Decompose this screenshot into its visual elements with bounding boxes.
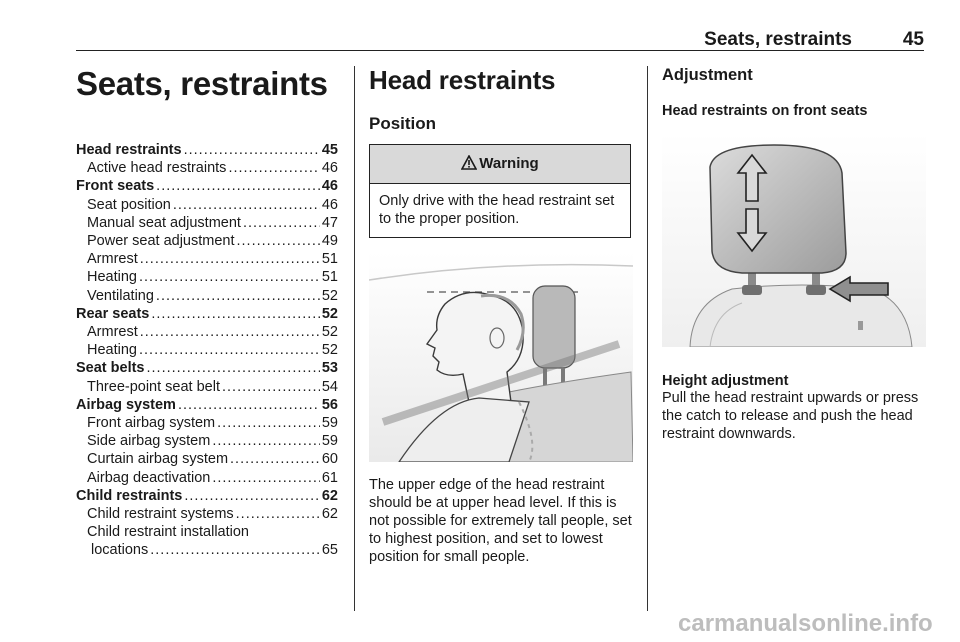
toc-entry-label: locations xyxy=(91,542,149,559)
warning-title: Warning xyxy=(479,155,539,172)
warning-triangle-icon xyxy=(461,155,477,170)
warning-header xyxy=(370,145,630,184)
toc-leader-dots xyxy=(184,487,320,505)
position-body-text: The upper edge of the head restraint should be at upper head level. If this is not possible for extremely tall people, set to highest position, and set to lowest position for small people. xyxy=(369,477,632,565)
toc-entry-label: Rear seats xyxy=(76,305,150,322)
toc-entry[interactable] xyxy=(76,268,338,286)
toc-leader-dots xyxy=(230,450,320,468)
toc-entry[interactable] xyxy=(76,177,338,195)
toc-leader-dots xyxy=(243,214,320,232)
toc-entry[interactable] xyxy=(76,450,338,468)
toc-entry[interactable] xyxy=(76,414,338,432)
toc-entry-label: Active head restraints xyxy=(87,160,227,177)
toc-entry-page: 51 xyxy=(321,251,338,268)
toc-leader-dots xyxy=(140,250,320,268)
toc-entry-page: 52 xyxy=(321,342,338,359)
toc-entry-page: 59 xyxy=(321,433,338,450)
toc-leader-dots xyxy=(237,232,320,250)
toc-entry-label: Heating xyxy=(87,342,137,359)
toc-entry-page: 52 xyxy=(321,324,338,341)
warning-box xyxy=(369,144,631,238)
toc-entry-label: Airbag system xyxy=(76,396,176,413)
head-restraint-adjustment-illustration xyxy=(662,133,926,347)
toc-entry-label: Head restraints xyxy=(76,142,182,158)
toc-entry-label: Manual seat adjustment xyxy=(87,214,241,231)
toc-entry-label: Seat belts xyxy=(76,360,145,377)
section-title: Head restraints xyxy=(369,65,556,95)
adjustment-title: Adjustment xyxy=(662,66,753,84)
toc-entry-page: 61 xyxy=(321,469,338,486)
toc-leader-dots xyxy=(212,469,320,487)
toc-entry-page: 45 xyxy=(321,142,338,158)
height-adjustment-title: Height adjustment xyxy=(662,373,789,389)
toc-entry-label: Curtain airbag system xyxy=(87,451,229,468)
toc-entry-page: 51 xyxy=(321,269,338,286)
toc-leader-dots xyxy=(156,177,320,195)
toc-entry-label: Three-point seat belt xyxy=(87,378,220,395)
toc-entry[interactable] xyxy=(76,341,338,359)
toc-entry-page: 62 xyxy=(321,506,338,523)
column-divider-left xyxy=(354,66,355,611)
toc-entry-page: 47 xyxy=(321,214,338,231)
toc-entry[interactable] xyxy=(76,541,338,559)
chapter-title: Seats, restraints xyxy=(76,65,328,102)
toc-entry[interactable] xyxy=(76,196,338,214)
toc-entry-label: Front airbag system xyxy=(87,415,216,432)
section-subtitle: Position xyxy=(369,114,437,133)
toc-leader-dots xyxy=(150,541,320,559)
toc-entry[interactable] xyxy=(76,141,338,159)
page-number: 45 xyxy=(902,29,924,50)
toc-entry[interactable] xyxy=(76,159,338,177)
toc-entry-label: Power seat adjustment xyxy=(87,233,235,250)
toc-entry-page: 65 xyxy=(321,542,338,559)
header-section: Seats, restraints xyxy=(704,29,852,50)
toc-entry-label: Child restraint installation xyxy=(87,524,249,541)
toc-entry[interactable] xyxy=(76,323,338,341)
toc-leader-dots xyxy=(228,159,319,177)
toc-entry-label: Armrest xyxy=(87,324,138,341)
toc-entry-page: 46 xyxy=(321,178,338,195)
toc-entry-label: Side airbag system xyxy=(87,433,211,450)
toc-leader-dots xyxy=(184,141,320,159)
toc-entry[interactable] xyxy=(76,523,338,541)
toc-entry-label: Airbag deactivation xyxy=(87,469,211,486)
toc-entry[interactable] xyxy=(76,287,338,305)
toc-entry[interactable] xyxy=(76,396,338,414)
toc-leader-dots xyxy=(156,287,320,305)
toc-entry-page: 52 xyxy=(321,287,338,304)
toc-leader-dots xyxy=(151,305,320,323)
toc-leader-dots xyxy=(178,396,320,414)
toc-entry[interactable] xyxy=(76,359,338,377)
toc-entry-label: Seat position xyxy=(87,196,171,213)
toc-entry-page: 53 xyxy=(321,360,338,377)
head-restraints-column xyxy=(369,60,633,566)
toc-entry-page: 49 xyxy=(321,233,338,250)
toc-leader-dots xyxy=(173,196,320,214)
toc-entry[interactable] xyxy=(76,469,338,487)
toc-entry[interactable] xyxy=(76,378,338,396)
toc-leader-dots xyxy=(236,505,320,523)
toc-entry[interactable] xyxy=(76,250,338,268)
adjustment-subtitle: Head restraints on front seats xyxy=(662,103,868,119)
warning-text: Only drive with the head restraint set to the proper position. xyxy=(379,193,615,227)
toc-column xyxy=(76,60,338,560)
toc-entry[interactable] xyxy=(76,214,338,232)
toc-entry-page: 62 xyxy=(321,487,338,504)
height-adjustment-text: Pull the head restraint upwards or press the catch to release and push the head restraint downwards. xyxy=(662,390,919,442)
toc-leader-dots xyxy=(212,432,320,450)
toc-leader-dots xyxy=(139,268,320,286)
toc-entry-label: Child restraint systems xyxy=(87,506,234,523)
toc-leader-dots xyxy=(139,341,320,359)
toc-entry-label: Ventilating xyxy=(87,287,154,304)
toc-entry-page: 54 xyxy=(321,378,338,395)
toc-leader-dots xyxy=(147,359,320,377)
toc-entry[interactable] xyxy=(76,505,338,523)
page-header xyxy=(76,26,924,51)
toc-leader-dots xyxy=(140,323,320,341)
toc-entry-label: Front seats xyxy=(76,178,155,195)
toc-entry-label: Child restraints xyxy=(76,487,183,504)
toc-entry-page: 46 xyxy=(321,196,338,213)
column-divider-right xyxy=(647,66,648,611)
toc-entry-page: 60 xyxy=(321,451,338,468)
watermark: carmanualsonline.info xyxy=(678,610,933,637)
toc-entry[interactable] xyxy=(76,305,338,323)
toc-entry-page: 56 xyxy=(321,396,338,413)
toc-entry-label: Heating xyxy=(87,269,137,286)
toc-entry[interactable] xyxy=(76,432,338,450)
toc-entry[interactable] xyxy=(76,232,338,250)
table-of-contents xyxy=(76,141,338,560)
adjustment-column xyxy=(662,66,928,443)
toc-leader-dots xyxy=(217,414,320,432)
toc-entry-page: 52 xyxy=(321,305,338,322)
toc-entry-page: 59 xyxy=(321,415,338,432)
toc-entry-page: 46 xyxy=(321,160,338,177)
head-position-illustration xyxy=(369,252,633,462)
toc-leader-dots xyxy=(222,378,320,396)
toc-entry-label: Armrest xyxy=(87,251,138,268)
toc-entry[interactable] xyxy=(76,487,338,505)
